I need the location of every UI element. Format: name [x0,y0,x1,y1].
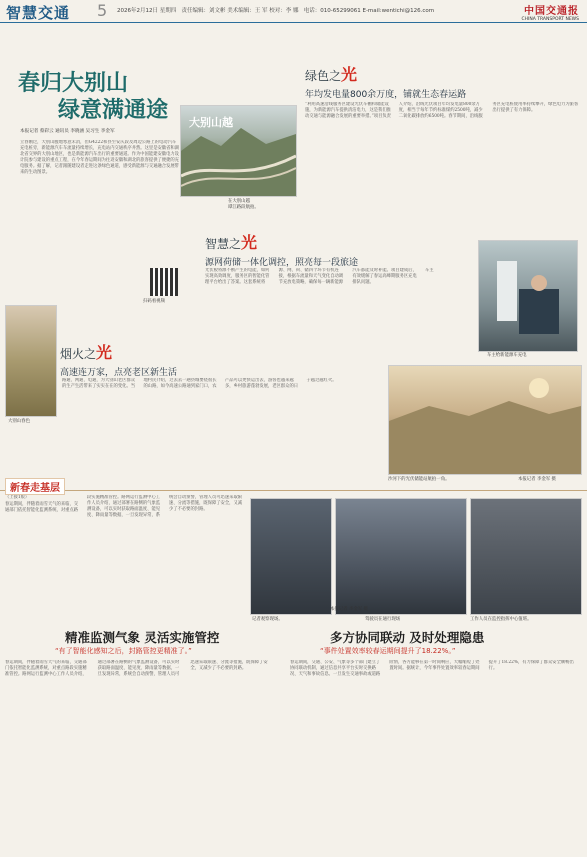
main-byline: 本报记者 蔡彩云 通讯员 李晓涵 吴习生 李金军 [20,129,115,134]
lower-left-continued [5,660,275,850]
main-article-body [20,140,180,260]
warm-subtitle: 高速连万家，点亮老区新生活 [60,368,178,378]
warm-body-text: 路通、网通、电通，为大别山老区群众的生产生活带来了实实在在的变化。当地村民介绍，过去去一趟县城要绕很长的山路，如今高速公路通到家门口，农产品可以更快运出去，游客也越来越多，乡村旅游蓬勃发展，老区群众的日子越过越红火。 [62,378,337,390]
solar-station-photo [388,365,582,475]
charging-photo [478,240,578,352]
section-divider [0,490,587,491]
green-subtitle: 年均发电量800余万度，铺就生态春运路 [305,90,467,100]
lower-left-text: 春运期间，伴随着雨雪天气的来临，交通部门依托智能化监测系统，对重点路段实施精准管控。路网运行监测中心工作人员介绍，通过部署在路侧的气象监测设备，可以实时获取路面温度、能见度、降雨量等数据，一旦发现异常，系统会自动预警，管理人员可迅速采取限速、分流等措施，既保障了安全，又减少了不必要的封路。 [5,495,243,519]
office-caption: 工作人员在监控指挥中心值班。 [470,617,532,622]
lower-left-text-2: 春运期间，伴随着雨雪天气的来临，交通部门依托智能化监测系统，对重点路段实施精准管控。路网运行监测中心工作人员介绍，通过部署在路侧的气象监测设备，可以实时获取路面温度、能见度、降雨量等数据，一旦发现异常，系统会自动预警，管理人员可迅速采取限速、分流等措施，既保障了安全，又减少了不必要的封路。 [5,660,268,678]
editors-line: 责任编辑：刘文彬 美术编辑：王 军 校对：李 娜 [181,8,299,14]
green-section-body [305,102,580,212]
smart-body-text: 光伏板将源不断产生的电能，如何实现高效调度，服务区的智能化管理平台给出了答案。这套系统将源、网、荷、储四个环节有机连接，根据车流量和天气变化自动调节充放电策略，确保每一辆新能源汽车都能及时补能。项目建成后，有效缓解了春运高峰期服务区充电排队问题。 [205,268,417,286]
brand-name: 中国交通报 [524,6,579,17]
page-number: 5 [97,1,108,20]
lower-right-text: 春运期间，交通、公安、气象等多个部门建立了协同联动机制，通过信息共享平台实时交换路况、天气和事故信息。一旦发生交通事故或道路险情，各方能够在第一时间响应，大幅缩短了处置时间。据统计，今年事件处置效率较春运期间提升了18.22%，有力保障了群众安全顺畅出行。 [290,660,574,678]
green-section-head [305,62,575,100]
smart-section-head [205,230,445,268]
lower-right-subtitle: “事件处置效率较春运期间提升了18.22%。” [320,647,456,655]
caption-line-2: 谭江路段航拍。 [228,205,259,210]
lower-left-subtitle: “有了智能化感知之后，封路管控更精准了。” [55,647,192,655]
contact-line: 电话：010-65299061 E-mail:wentichi@126.com [303,8,435,14]
header-meta [117,6,434,14]
lower-left-body [5,495,245,635]
qr-code[interactable] [150,268,178,296]
spring-scene-photo [5,305,57,417]
solar-illustration [389,366,581,474]
brand-name-en: CHINA TRANSPORT NEWS [521,17,579,22]
green-body-text: “利用高速沿线服务区建设光伏车棚和储能设施，为新能源汽车提供清洁电力，这是我们推动交通与能源融合发展的重要举措。”项目负责人介绍，沿线光伏项目年均发电量800余万度，相当于每年节约标准煤约2500吨，减少二氧化碳排放约6500吨。春节期间，沿线服务区充电桩使用率持续攀升，绿色电力为旅客出行提供了有力保障。 [305,102,579,120]
spring-scene-caption: 大别山春色 [8,419,30,424]
charging-side-caption: 车主 [425,268,434,273]
continued-tag: （上接1版） [5,495,30,500]
charging-caption: 车主给新能源车充电 [487,353,527,358]
issue-date: 2026年2月12日 星期四 [117,8,177,14]
smart-title-prefix: 智慧之 [205,237,242,251]
mountain-highway-photo [180,105,297,197]
warm-title [60,340,290,363]
mountain-photo-caption [228,198,298,210]
green-title-mark: 光 [341,65,358,84]
headline-line-2: 绿意满通途 [58,98,169,123]
smart-title-mark: 光 [241,233,258,252]
solar-photo-credit: 本报记者 李金军 摄 [518,477,556,482]
spring-banner: 新春走基层 [5,478,65,495]
photo-overlay-text: 大别山越 [189,116,233,129]
monitor-photo [250,498,332,615]
monitor-caption: 记者观察现场。 [252,617,283,622]
qr-caption: 扫码看视频 [143,299,165,304]
caption-line-1: 在大别山越 [228,199,250,204]
driver-caption: 驾驶员在通行现场 [365,617,401,622]
green-title-prefix: 绿色之 [305,69,342,83]
green-title [305,62,575,85]
main-headline [18,70,168,124]
headline-line-1: 春归大别山 [18,71,129,96]
warm-title-mark: 光 [96,343,113,362]
lower-left-title: 精准监测气象 灵活实施管控 [65,630,220,645]
warm-title-prefix: 烟火之 [60,347,97,361]
office-photo [470,498,582,615]
driver-credit: 本报记者 李金军 摄 [330,607,368,612]
smart-title [205,230,445,253]
charging-illustration [479,241,577,351]
newspaper-brand [522,2,579,22]
smart-subtitle: 源网荷储一体化调控，照亮每一段旅途 [205,258,359,268]
charging-side-text [425,268,475,343]
solar-photo-caption: 沙河下的光伏储能站航拍一角。 [388,477,450,482]
lower-right-title: 多方协同联动 及时处理隐患 [330,630,485,645]
driver-photo [335,498,467,615]
main-body-text: 立春刚过，大别山腹地寒意未消，但G4222和县至安庆段及周边公路上的电动汽车充电桩旁，新能源汽车车流量持续增长，充电站内交通秩序井然。这里是安徽省和湖北省交界的大别山地区，也是新能源汽车出行的重要通道。作为中国能建安徽电力设计院参与建设的重点工程，在今年春运期间为往返安徽和湖北的旅客提供了便捷的充电服务。据了解，记者跟随建设者走进这条绿色通道，感受新能源与交通融合发展带来的生动图景。 [20,140,179,176]
warm-section-body [62,378,382,468]
lower-right-body [290,660,580,850]
section-title: 智慧交通 [6,4,71,22]
warm-section-head [60,340,290,378]
